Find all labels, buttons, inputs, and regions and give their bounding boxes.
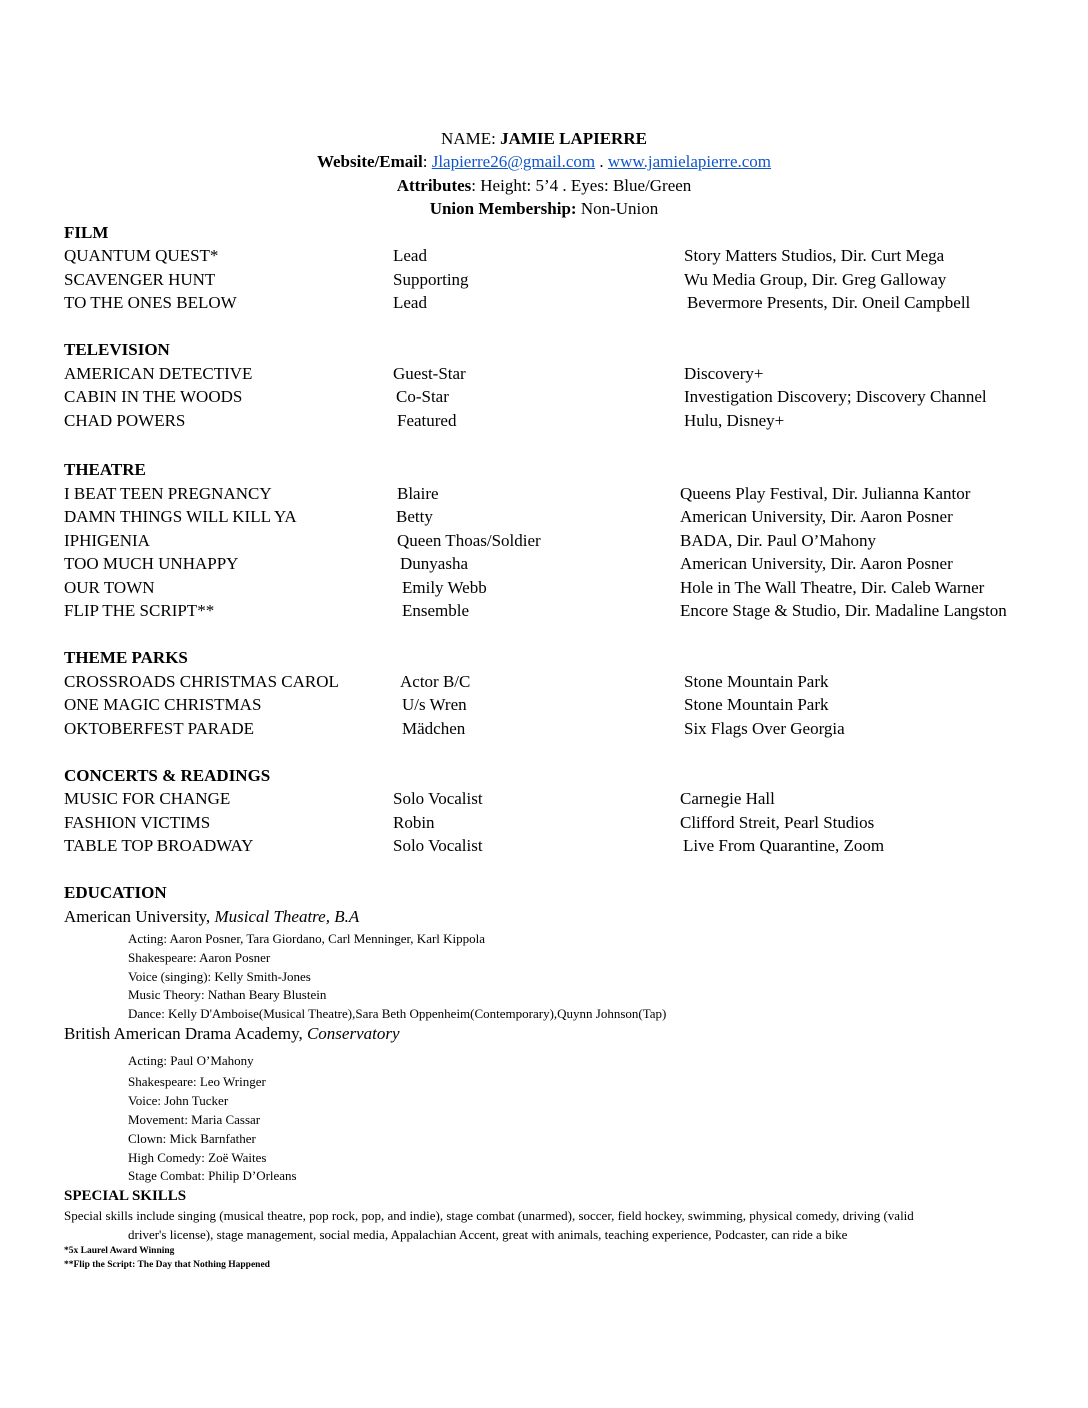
credit-role: Actor B/C [400, 672, 471, 691]
credit-title: CHAD POWERS [64, 411, 186, 430]
credit-row [0, 410, 1088, 432]
credit-role: Lead [393, 293, 427, 312]
credit-company: American University, Dir. Aaron Posner [680, 507, 953, 526]
website-link[interactable]: www.jamielapierre.com [607, 152, 772, 171]
credit-role: Mädchen [402, 719, 466, 738]
email-link[interactable]: Jlapierre26@gmail.com [431, 152, 596, 171]
credit-row [0, 788, 1088, 810]
credit-role: Featured [397, 411, 457, 430]
school-program: Conservatory [306, 1024, 400, 1043]
section-header-theme-parks: THEME PARKS [64, 648, 188, 667]
training-detail: Movement: Maria Cassar [128, 1112, 261, 1127]
training-detail: Stage Combat: Philip D’Orleans [128, 1168, 297, 1183]
attributes-line [0, 175, 1088, 197]
attributes-label: Attributes [396, 176, 472, 195]
credit-title: TOO MUCH UNHAPPY [64, 554, 239, 573]
union-value: Non-Union [576, 199, 659, 218]
credit-role: Lead [393, 246, 427, 265]
section-header-education: EDUCATION [64, 883, 167, 902]
credit-title: MUSIC FOR CHANGE [64, 789, 231, 808]
credit-title: SCAVENGER HUNT [64, 270, 216, 289]
training-detail: Voice (singing): Kelly Smith-Jones [128, 969, 311, 984]
training-detail: Shakespeare: Aaron Posner [128, 950, 271, 965]
training-detail: Acting: Paul O’Mahony [128, 1053, 254, 1068]
credit-title: CABIN IN THE WOODS [64, 387, 243, 406]
section-header-special-skills: SPECIAL SKILLS [64, 1188, 187, 1204]
school-name: American University, [64, 907, 215, 926]
credit-company: Six Flags Over Georgia [684, 719, 845, 738]
credit-row [0, 694, 1088, 716]
credit-title: AMERICAN DETECTIVE [64, 364, 253, 383]
training-detail: Shakespeare: Leo Wringer [128, 1074, 266, 1089]
training-detail: Dance: Kelly D'Amboise(Musical Theatre),Sara Beth Oppenheim(Contemporary),Quynn Johnson(Tap) [128, 1006, 667, 1021]
contact-sep: : [422, 152, 432, 171]
credit-row [0, 483, 1088, 505]
credit-title: TABLE TOP BROADWAY [64, 836, 254, 855]
credit-title: OUR TOWN [64, 578, 155, 597]
credit-row [0, 506, 1088, 528]
school-american-university [64, 906, 359, 928]
credit-role: U/s Wren [402, 695, 467, 714]
footnote: **Flip the Script: The Day that Nothing Happened [64, 1260, 270, 1270]
school-program: Musical Theatre, B.A [214, 907, 360, 926]
section-header-film: FILM [64, 223, 109, 242]
credit-company: Investigation Discovery; Discovery Channel [684, 387, 987, 406]
credit-role: Betty [396, 507, 433, 526]
credit-row [0, 269, 1088, 291]
credit-company: BADA, Dir. Paul O’Mahony [680, 531, 876, 550]
credit-role: Solo Vocalist [393, 789, 483, 808]
credit-company: Wu Media Group, Dir. Greg Galloway [684, 270, 947, 289]
training-detail: Music Theory: Nathan Beary Blustein [128, 987, 327, 1002]
union-label: Union Membership: [429, 199, 577, 218]
credit-role: Co-Star [396, 387, 449, 406]
contact-line [0, 151, 1088, 173]
credit-title: I BEAT TEEN PREGNANCY [64, 484, 272, 503]
link-separator: . [595, 152, 608, 171]
credit-company: American University, Dir. Aaron Posner [680, 554, 953, 573]
skills-line-1: Special skills include singing (musical theatre, pop rock, pop, and indie), stage combat (unarmed), soccer, field hockey, swimming, physical comedy, driving (valid [64, 1208, 914, 1223]
credit-company: Queens Play Festival, Dir. Julianna Kantor [680, 484, 971, 503]
credit-row [0, 812, 1088, 834]
credit-title: OKTOBERFEST PARADE [64, 719, 255, 738]
credit-row [0, 386, 1088, 408]
credit-title: CROSSROADS CHRISTMAS CAROL [64, 672, 339, 691]
credit-company: Hole in The Wall Theatre, Dir. Caleb Warner [680, 578, 985, 597]
credit-title: IPHIGENIA [64, 531, 150, 550]
credit-role: Blaire [397, 484, 439, 503]
credit-company: Live From Quarantine, Zoom [683, 836, 885, 855]
credit-title: DAMN THINGS WILL KILL YA [64, 507, 297, 526]
credit-role: Supporting [393, 270, 469, 289]
credit-row [0, 292, 1088, 314]
credit-role: Robin [393, 813, 435, 832]
training-detail: Clown: Mick Barnfather [128, 1131, 256, 1146]
school-name: British American Drama Academy, [64, 1024, 307, 1043]
credit-title: TO THE ONES BELOW [64, 293, 237, 312]
section-header-theatre: THEATRE [64, 460, 146, 479]
actor-name: JAMIE LAPIERRE [500, 129, 647, 148]
credit-company: Story Matters Studios, Dir. Curt Mega [684, 246, 945, 265]
training-detail: Voice: John Tucker [128, 1093, 229, 1108]
credit-company: Carnegie Hall [680, 789, 775, 808]
credit-row [0, 671, 1088, 693]
credit-role: Ensemble [402, 601, 470, 620]
training-detail: Acting: Aaron Posner, Tara Giordano, Carl Menninger, Karl Kippola [128, 931, 486, 946]
skills-line-2: driver's license), stage management, social media, Appalachian Accent, great with animals, teaching experience, Podcaster, can ride a bike [128, 1227, 848, 1242]
credit-title: ONE MAGIC CHRISTMAS [64, 695, 262, 714]
credit-company: Encore Stage & Studio, Dir. Madaline Langston [680, 601, 1007, 620]
credit-role: Dunyasha [400, 554, 468, 573]
credit-row [0, 363, 1088, 385]
credit-title: FASHION VICTIMS [64, 813, 211, 832]
credit-title: FLIP THE SCRIPT** [64, 601, 215, 620]
contact-label: Website/Email [316, 152, 423, 171]
section-header-television: TELEVISION [64, 340, 170, 359]
credit-company: Bevermore Presents, Dir. Oneil Campbell [687, 293, 971, 312]
credit-row [0, 718, 1088, 740]
credit-row [0, 553, 1088, 575]
section-header-concerts-readings: CONCERTS & READINGS [64, 766, 271, 785]
credit-role: Emily Webb [402, 578, 487, 597]
credit-company: Hulu, Disney+ [684, 411, 785, 430]
union-line [0, 198, 1088, 220]
credit-role: Solo Vocalist [393, 836, 483, 855]
credit-company: Clifford Streit, Pearl Studios [680, 813, 875, 832]
special-skills-text [64, 1206, 1024, 1244]
credit-title: QUANTUM QUEST* [64, 246, 219, 265]
credit-company: Stone Mountain Park [684, 672, 829, 691]
credit-row [0, 577, 1088, 599]
credit-row [0, 245, 1088, 267]
footnote: *5x Laurel Award Winning [64, 1246, 175, 1256]
name-label: NAME: [441, 129, 501, 148]
training-detail: High Comedy: Zoë Waites [128, 1150, 267, 1165]
name-line [0, 128, 1088, 150]
credit-row [0, 835, 1088, 857]
credit-row [0, 600, 1088, 622]
school-bada [64, 1023, 400, 1045]
credit-company: Discovery+ [684, 364, 764, 383]
credit-row [0, 530, 1088, 552]
credit-company: Stone Mountain Park [684, 695, 829, 714]
attributes-value: : Height: 5’4 . Eyes: Blue/Green [471, 176, 692, 195]
credit-role: Queen Thoas/Soldier [397, 531, 541, 550]
credit-role: Guest-Star [393, 364, 466, 383]
